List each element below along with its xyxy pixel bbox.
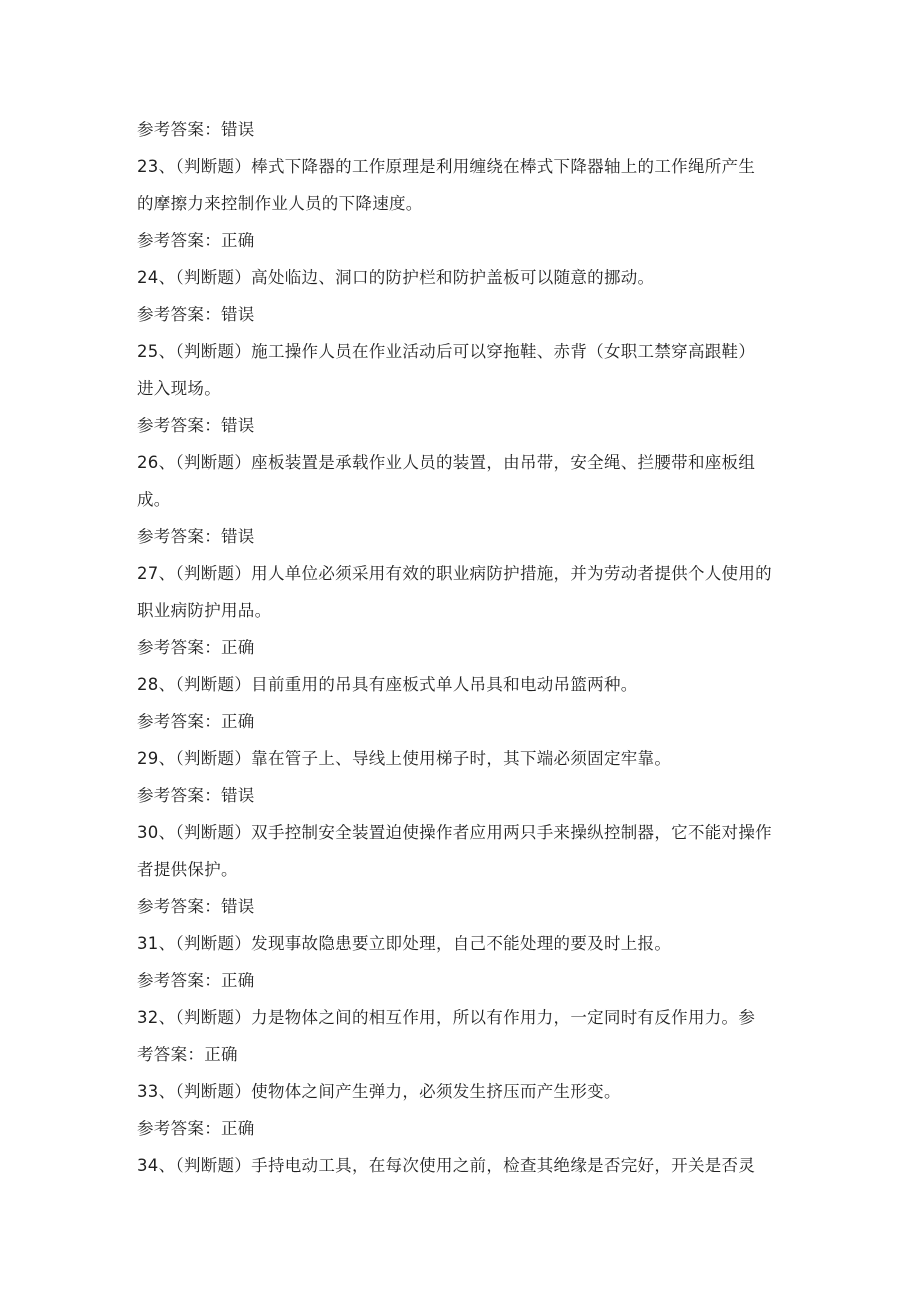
question-27-line-2: 职业病防护用品。 — [137, 601, 272, 620]
answer-line: 参考答案：错误 — [137, 527, 255, 546]
question-25-line-1: 25、（判断题）施工操作人员在作业活动后可以穿拖鞋、赤背（女职工禁穿高跟鞋） — [137, 342, 756, 361]
question-30-line-1: 30、（判断题）双手控制安全装置迫使操作者应用两只手来操纵控制器，它不能对操作 — [137, 823, 772, 842]
question-32-line-2: 考答案：正确 — [137, 1045, 238, 1064]
question-26-line-1: 26、（判断题）座板装置是承载作业人员的装置，由吊带，安全绳、拦腰带和座板组 — [137, 453, 756, 472]
question-27-line-1: 27、（判断题）用人单位必须采用有效的职业病防护措施，并为劳动者提供个人使用的 — [137, 564, 772, 583]
question-34-line-1: 34、（判断题）手持电动工具，在每次使用之前，检查其绝缘是否完好，开关是否灵 — [137, 1156, 756, 1175]
question-23-line-1: 23、（判断题）棒式下降器的工作原理是利用缠绕在棒式下降器轴上的工作绳所产生 — [137, 157, 756, 176]
question-31-line-1: 31、（判断题）发现事故隐患要立即处理，自己不能处理的要及时上报。 — [137, 934, 672, 953]
question-33-line-1: 33、（判断题）使物体之间产生弹力，必须发生挤压而产生形变。 — [137, 1082, 621, 1101]
answer-line: 参考答案：正确 — [137, 971, 255, 990]
question-26-line-2: 成。 — [137, 490, 171, 509]
question-30-line-2: 者提供保护。 — [137, 860, 238, 879]
answer-line: 参考答案：正确 — [137, 638, 255, 657]
answer-line: 参考答案：正确 — [137, 712, 255, 731]
question-32-line-1: 32、（判断题）力是物体之间的相互作用，所以有作用力，一定同时有反作用力。参 — [137, 1008, 756, 1027]
question-29-line-1: 29、（判断题）靠在管子上、导线上使用梯子时，其下端必须固定牢靠。 — [137, 749, 672, 768]
answer-line: 参考答案：错误 — [137, 305, 255, 324]
answer-line: 参考答案：正确 — [137, 231, 255, 250]
question-25-line-2: 进入现场。 — [137, 379, 221, 398]
answer-line: 参考答案：错误 — [137, 120, 255, 139]
question-28-line-1: 28、（判断题）目前重用的吊具有座板式单人吊具和电动吊篮两种。 — [137, 675, 638, 694]
question-23-line-2: 的摩擦力来控制作业人员的下降速度。 — [137, 194, 423, 213]
answer-line: 参考答案：错误 — [137, 786, 255, 805]
answer-line: 参考答案：错误 — [137, 897, 255, 916]
answer-line: 参考答案：正确 — [137, 1119, 255, 1138]
question-24-line-1: 24、（判断题）高处临边、洞口的防护栏和防护盖板可以随意的挪动。 — [137, 268, 655, 287]
answer-line: 参考答案：错误 — [137, 416, 255, 435]
